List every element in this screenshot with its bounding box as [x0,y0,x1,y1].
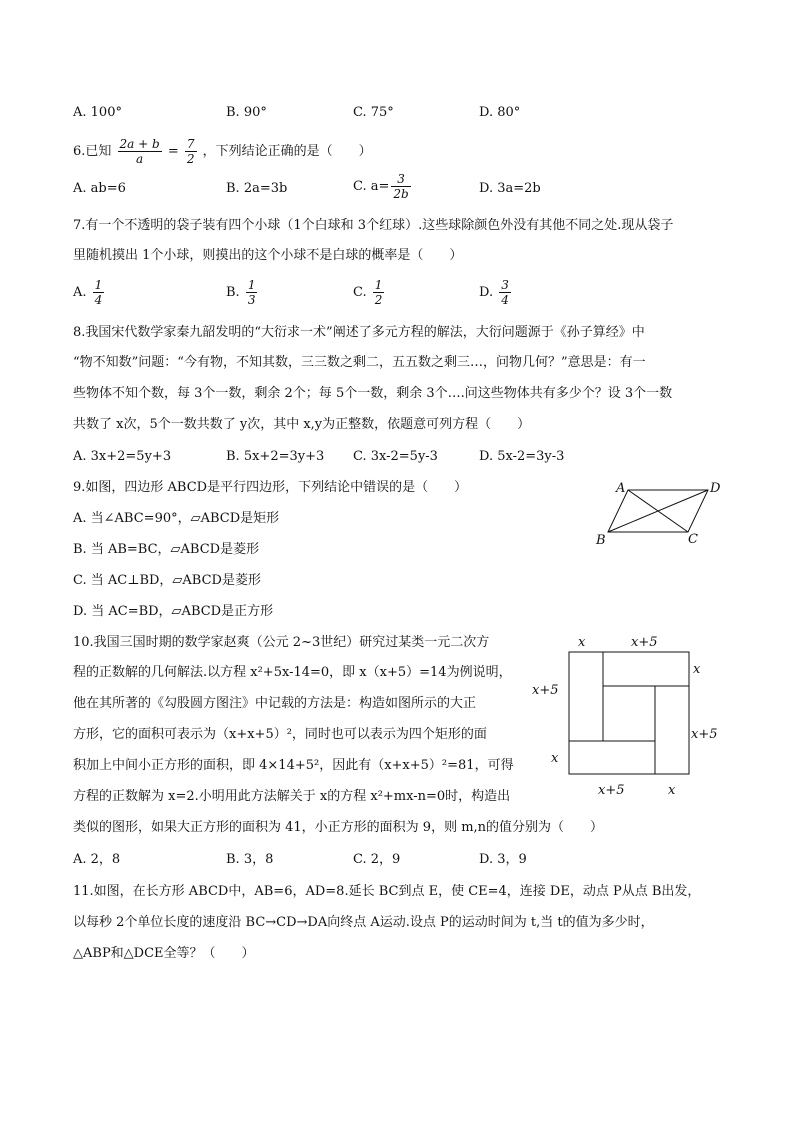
q7-option-b[interactable] [226,278,259,307]
q6-fraction [118,137,162,166]
q9-option-a[interactable]: A. 当∠ABC=90°，▱ABCD是矩形 [73,511,280,526]
q9-option-c[interactable]: C. 当 AC⊥BD，▱ABCD是菱形 [73,573,261,588]
q6-option-a[interactable]: A. ab=6 [73,181,126,196]
q11-line-1: 11.如图，在长方形 ABCD中，AB=6，AD=8.延长 BC到点 E，使 CE=4，连接 DE，动点 P从点 B出发， [73,884,701,899]
q6-option-c-den: 2b [393,187,409,201]
q7-option-c-num: 1 [374,278,383,292]
diagonal-bd [608,490,708,532]
q6-frac-numerator: 2a + b [119,137,160,151]
q6-option-b[interactable]: B. 2a=3b [226,181,288,196]
q6-stem [73,137,372,166]
q10-option-d[interactable]: D. 3，9 [479,852,527,867]
q10-square-figure [528,630,734,800]
label-left-x5: x+5 [532,683,559,698]
q7-option-a-num: 1 [94,278,103,292]
q9-parallelogram-figure [592,476,732,548]
q9-stem: 9.如图，四边形 ABCD是平行四边形，下列结论中错误的是（ ） [73,480,468,495]
label-bottom-x: x [668,783,676,798]
q11-line-2: 以每秒 2个单位长度的速度沿 BC→CD→DA向终点 A运动.设点 P的运动时间为 t,当 t的值为多少时， [73,915,654,930]
q9-option-b[interactable]: B. 当 AB=BC，▱ABCD是菱形 [73,542,260,557]
q7-option-b-num: 1 [247,278,256,292]
q7-option-c-den: 2 [374,293,383,307]
q6-rhs-numerator: 7 [186,137,195,151]
q7-option-b-fraction [246,278,258,307]
q5-option-b[interactable]: B. 90° [226,105,267,120]
q7-option-d[interactable] [479,278,513,307]
q7-option-b-label: B. [226,285,240,300]
q10-line-1: 10.我国三国时期的数学家赵爽（公元 2~3世纪）研究过某类一元二次方 [73,635,490,650]
label-right-x: x [693,662,701,677]
vertex-label-a: A [616,481,626,496]
q10-line-5: 积加上中间小正方形的面积，即 4×14+5²，因此有（x+x+5）²=81，可得 [73,758,514,773]
label-top-x5: x+5 [631,635,658,650]
q11-line-3: △ABP和△DCE全等？（ ） [73,946,255,961]
q10-line-3: 他在其所著的《勾股圆方图注》中记载的方法是：构造如图所示的大正 [73,696,477,711]
q8-options [73,448,633,468]
label-bottom-x5: x+5 [598,783,625,798]
q5-option-c[interactable]: C. 75° [353,105,394,120]
q10-option-b[interactable]: B. 3，8 [226,852,274,867]
q10-line-7: 类似的图形，如果大正方形的面积为 41，小正方形的面积为 9，则 m,n的值分别为（ ） [73,820,604,835]
q6-prefix: 6.已知 [73,144,112,159]
q10-line-6: 方程的正数解为 x=2.小明用此方法解关于 x的方程 x²+mx-n=0时，构造出 [73,789,511,804]
vertex-label-b: B [596,533,606,548]
q5-option-a[interactable]: A. 100° [73,105,122,120]
q6-options [73,172,633,201]
q7-line-2: 里随机摸出 1个小球，则摸出的这个小球不是白球的概率是（ ） [73,248,463,263]
q7-option-d-num: 3 [501,278,509,292]
q7-option-c[interactable] [353,278,386,307]
q7-line-1: 7.有一个不透明的袋子装有四个小球（1个白球和 3个红球）.这些球除颜色外没有其他不同之处.现从袋子 [73,218,674,233]
q7-option-c-fraction [373,278,385,307]
q7-option-d-label: D. [479,285,494,300]
q8-option-a[interactable]: A. 3x+2=5y+3 [73,449,172,464]
q6-frac-denominator: a [136,152,144,166]
q7-option-a[interactable] [73,278,106,307]
q6-rhs-denominator: 2 [186,152,195,166]
q6-option-d[interactable]: D. 3a=2b [479,181,541,196]
q7-options [73,278,633,307]
q7-option-d-den: 4 [501,293,509,307]
q7-option-a-den: 4 [94,293,103,307]
label-top-x: x [578,635,586,650]
label-left-x: x [551,751,559,766]
q8-option-c[interactable]: C. 3x-2=5y-3 [353,449,438,464]
q8-line-4: 共数了 x次，5个一数共数了 y次，其中 x,y为正整数，依题意可列方程（ ） [73,417,531,432]
q8-line-2: “物不知数”问题：“今有物，不知其数，三三数之剩二，五五数之剩三…，问物几何？”意思是：有一 [73,355,646,370]
q10-option-c[interactable]: C. 2，9 [353,852,401,867]
q8-line-3: 些物体不知个数，每 3个一数，剩余 2个；每 5个一数，剩余 3个….问这些物体共有多少个？设 3个一数 [73,386,673,401]
q9-option-d[interactable]: D. 当 AC=BD，▱ABCD是正方形 [73,604,274,619]
q5-option-d[interactable]: D. 80° [479,105,521,120]
q10-line-2: 程的正数解的几何解法.以方程 x²+5x-14=0，即 x（x+5）=14为例说明， [73,665,512,680]
q7-option-d-fraction [499,278,511,307]
q7-option-b-den: 3 [247,293,256,307]
label-right-x5: x+5 [691,727,718,742]
q8-line-1: 8.我国宋代数学家秦九韶发明的“大衍求一术”阐述了多元方程的解法，大衍问题源于《孙子算经》中 [73,325,645,340]
q6-suffix: ，下列结论正确的是（ ） [202,144,372,159]
vertex-label-c: C [688,532,698,547]
q10-option-a[interactable]: A. 2，8 [73,852,121,867]
q6-option-c-num: 3 [391,172,410,187]
q10-line-4: 方形，它的面积可表示为（x+x+5）²，同时也可以表示为四个矩形的面 [73,727,487,742]
q6-option-c[interactable] [353,172,413,201]
q5-options [73,104,633,124]
vertex-label-d: D [710,481,721,496]
q6-option-c-fraction [391,172,410,201]
q8-option-b[interactable]: B. 5x+2=3y+3 [226,449,325,464]
q7-option-a-fraction [93,278,105,307]
q6-equals: = [167,144,179,159]
q8-option-d[interactable]: D. 5x-2=3y-3 [479,449,565,464]
q10-options [73,851,633,871]
q7-option-c-label: C. [353,285,367,300]
outer-square [569,652,689,774]
q6-rhs-fraction [185,137,197,166]
q7-option-a-label: A. [73,285,87,300]
q6-option-c-prefix: C. a= [353,179,390,194]
